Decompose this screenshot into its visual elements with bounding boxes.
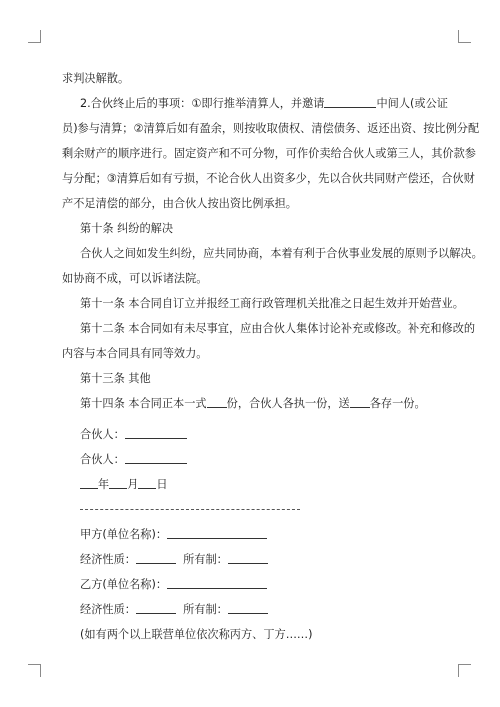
ownership-blank [228,602,268,614]
party-b-label: 乙方(单位名称)： [80,578,168,591]
partner-label: 合伙人： [80,453,125,466]
text-line: 与分配；③清算后如有亏损，不论合伙人出资多少，先以合伙共同财产偿还，合伙财 [62,172,475,185]
signature-blank [125,427,187,439]
nature-label: 经济性质： [80,603,136,616]
section-heading: 第十条 纠纷的解决 [80,222,174,235]
note-line: (如有两个以上联营单位依次称丙方、丁方……) [80,628,313,641]
text-line: 合伙人之间如发生纠纷，应共同协商，本着有利于合伙事业发展的原则予以解决。 [80,247,483,260]
text-segment: 第十四条 本合同正本一式 [80,397,207,410]
text-line: 如协商不成，可以诉诸法院。 [62,272,208,285]
crop-mark-bottom-left [28,664,41,677]
ownership-blank [228,552,268,564]
text-line: 内容与本合同具有同等效力。 [62,347,208,360]
crop-mark-top-left [28,30,41,43]
party-b-blank [167,577,267,589]
month-blank [109,477,127,489]
partner-label: 合伙人： [80,428,125,441]
text-segment: 2.合伙终止后的事项：①即行推举清算人，并邀请 [80,97,325,110]
text-line [62,391,442,416]
day-blank [138,477,156,489]
crop-mark-bottom-right [458,664,471,677]
text-line: 第十二条 本合同如有未尽事宜，应由合伙人集体讨论补充或修改。补充和修改的 [80,322,476,335]
blank-line [324,96,376,108]
ownership-label: 所有制： [183,603,228,616]
text-line: 员)参与清算；②清算后如有盈余，则按收取债权、清偿债务、返还出资、按比例分配 [62,122,480,135]
blank-line [350,396,370,408]
nature-label: 经济性质： [80,553,136,566]
party-b-nature-line [62,597,442,622]
dashed-divider [80,509,300,510]
signature-line [62,422,442,447]
text-line: 第十一条 本合同自订立并报经工商行政管理机关批准之日起生效并开始营业。 [80,297,464,310]
signature-line [62,447,442,472]
party-a-blank [167,527,267,539]
document-body [62,66,483,647]
section-heading: 第十三条 其他 [80,372,151,385]
month-label: 月 [127,478,139,491]
blank-line [207,396,227,408]
nature-blank [136,602,176,614]
party-b-line [62,572,442,597]
day-label: 日 [156,478,168,491]
year-blank [80,477,98,489]
crop-mark-top-right [458,30,471,43]
date-line [62,472,442,497]
text-segment: 各存一份。 [369,397,426,410]
text-segment: 份，合伙人各执一份，送 [226,397,350,410]
text-line: 剩余财产的顺序进行。固定资产和不可分物，可作价卖给合伙人或第三人，其价款参 [62,147,476,160]
ownership-label: 所有制： [183,553,228,566]
year-label: 年 [98,478,110,491]
text-line: 求判决解散。 [62,72,130,85]
text-line: 产不足清偿的部分，由合伙人按出资比例承担。 [62,197,297,210]
party-a-nature-line [62,547,442,572]
nature-blank [136,552,176,564]
text-line [62,91,448,116]
text-segment: 中间人(或公证 [376,97,448,110]
party-a-line [62,522,442,547]
signature-blank [125,452,187,464]
party-a-label: 甲方(单位名称)： [80,528,168,541]
